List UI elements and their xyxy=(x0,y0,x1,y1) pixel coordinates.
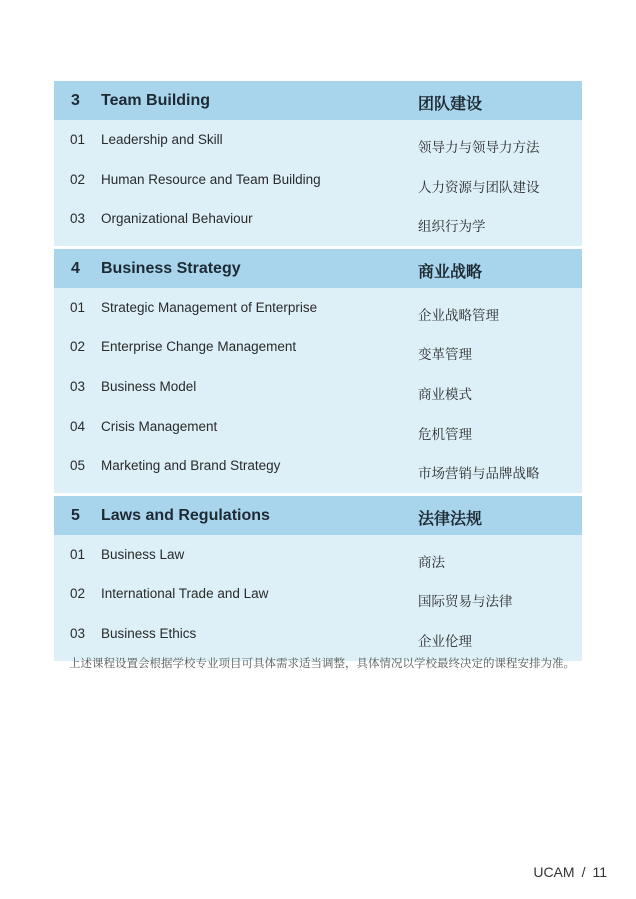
course-title-cn: 商法 xyxy=(418,554,445,570)
course-title-en: Crisis Management xyxy=(101,418,218,434)
course-title-en: Business Law xyxy=(101,546,185,562)
footer-brand: UCAM xyxy=(533,864,575,880)
section-title-en: Laws and Regulations xyxy=(101,506,270,524)
course-number: 01 xyxy=(70,132,86,147)
course-title-cn: 企业伦理 xyxy=(418,633,472,649)
section-body xyxy=(54,120,582,246)
course-title-cn: 国际贸易与法律 xyxy=(418,594,513,610)
section-number: 3 xyxy=(71,92,80,109)
section-team-building xyxy=(54,81,582,246)
course-number: 01 xyxy=(70,299,86,315)
course-title-cn: 领导力与领导力方法 xyxy=(418,140,540,155)
course-row xyxy=(54,202,582,242)
section-title-cn: 团队建设 xyxy=(418,96,483,113)
page-footer xyxy=(533,864,607,880)
course-title-en: Human Resource and Team Building xyxy=(101,171,321,187)
section-number: 4 xyxy=(71,259,80,277)
course-number: 05 xyxy=(70,458,86,474)
course-title-en: Enterprise Change Management xyxy=(101,339,297,355)
course-row xyxy=(54,291,582,331)
course-title-en: Business Model xyxy=(101,378,197,394)
footer-separator: / xyxy=(581,864,586,880)
course-row xyxy=(54,617,582,657)
course-title-cn: 企业战略管理 xyxy=(418,307,499,323)
course-row xyxy=(54,330,582,370)
course-title-cn: 市场营销与品牌战略 xyxy=(418,466,540,482)
course-number: 04 xyxy=(70,418,86,434)
course-row xyxy=(54,538,582,578)
section-title-en: Team Building xyxy=(101,92,211,109)
section-body xyxy=(54,535,582,661)
course-number: 02 xyxy=(70,339,86,355)
section-header xyxy=(54,249,582,288)
course-title-en: Marketing and Brand Strategy xyxy=(101,458,281,474)
course-title-cn: 组织行为学 xyxy=(418,219,486,235)
course-title-cn: 人力资源与团队建设 xyxy=(418,179,540,195)
course-table xyxy=(54,81,582,664)
section-body xyxy=(54,288,582,493)
course-title-cn: 商业模式 xyxy=(418,386,472,402)
course-row xyxy=(54,163,582,203)
course-number: 03 xyxy=(70,378,86,394)
curriculum-note: 上述课程设置会根据学校专业项目可具体需求适当调整，具体情况以学校最终决定的课程安排为准。 xyxy=(69,658,575,670)
course-title-en: Strategic Management of Enterprise xyxy=(101,299,318,315)
course-row xyxy=(54,577,582,617)
section-header xyxy=(54,496,582,535)
section-title-en: Business Strategy xyxy=(101,259,241,277)
course-title-cn: 危机管理 xyxy=(418,426,472,442)
section-business-strategy xyxy=(54,249,582,493)
section-number: 5 xyxy=(71,506,80,524)
section-title-cn: 法律法规 xyxy=(418,510,483,528)
course-number: 01 xyxy=(70,546,86,562)
course-row xyxy=(54,449,582,489)
course-number: 03 xyxy=(70,211,86,227)
course-title-en: Organizational Behaviour xyxy=(101,211,253,227)
course-title-en: Leadership and Skill xyxy=(101,132,223,147)
course-row xyxy=(54,370,582,410)
course-row xyxy=(54,123,582,163)
course-number: 02 xyxy=(70,586,86,602)
course-number: 03 xyxy=(70,625,86,641)
course-row xyxy=(54,410,582,450)
course-title-cn: 变革管理 xyxy=(418,347,472,363)
course-title-en: International Trade and Law xyxy=(101,586,269,602)
page-number: 11 xyxy=(592,864,607,880)
course-number: 02 xyxy=(70,171,86,187)
section-laws-regulations xyxy=(54,496,582,661)
section-header xyxy=(54,81,582,120)
section-title-cn: 商业战略 xyxy=(418,263,483,281)
course-title-en: Business Ethics xyxy=(101,625,197,641)
